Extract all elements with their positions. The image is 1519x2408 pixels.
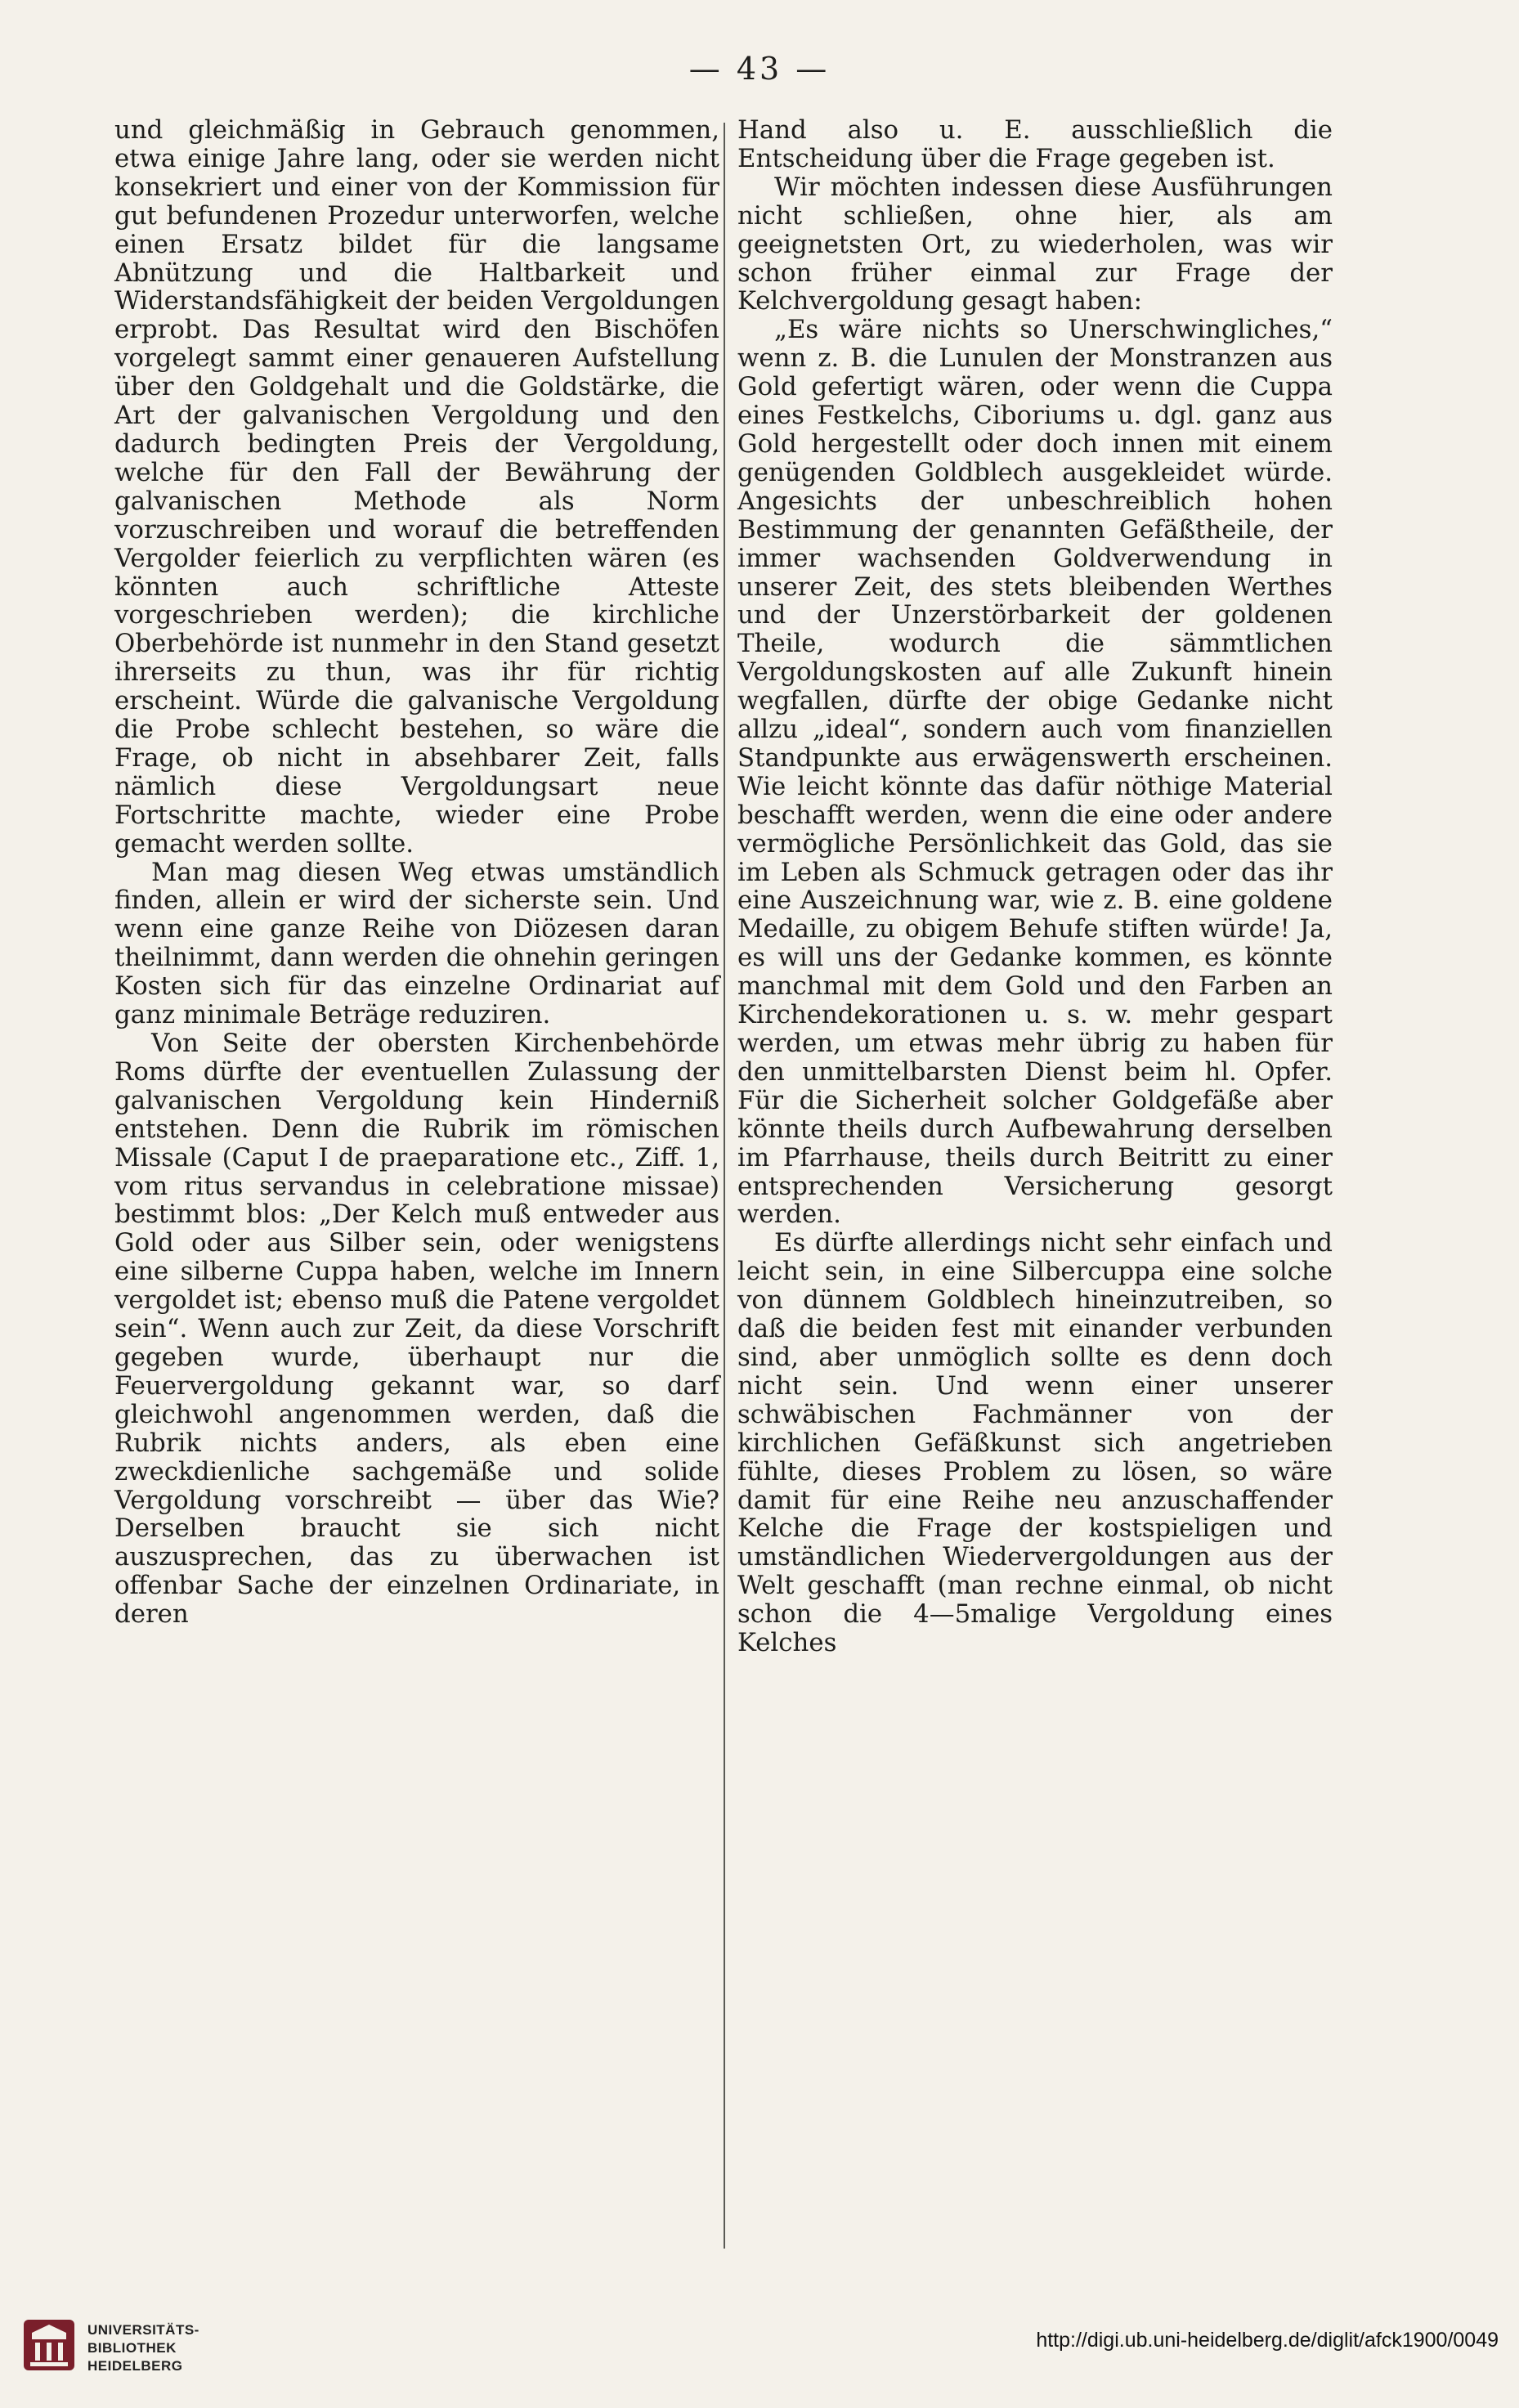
- left-column: [114, 116, 719, 1629]
- column-divider: [724, 123, 725, 2249]
- paragraph: Man mag diesen Weg etwas umständlich finden, allein er wird der sicherste sein. Und wenn eine ganze Reihe von Diözesen daran theilnimmt, dann werden die ohnehin geringen Kosten sich für das einzelne Ordinariat auf ganz minimale Beträge reduziren.: [114, 857, 719, 1030]
- paragraph: „Es wäre nichts so Unerschwingliches,“ wenn z. B. die Lunulen der Monstranzen aus Gold gefertigt wären, oder wenn die Cuppa eines Festkelchs, Ciboriums u. dgl. ganz aus Gold hergestellt oder doch innen mit einem genügenden Goldblech ausgekleidet würde. Angesichts der unbeschreiblich hohen Bestimmung der genannten Gefäßtheile, der immer wachsenden Goldverwendung in unserer Zeit, des stets bleibenden Werthes und der Unzerstörbarkeit der goldenen Theile, wodurch die sämmtlichen Vergoldungskosten auf alle Zukunft hinein wegfallen, dürfte der obige Gedanke nicht allzu „ideal“, sondern auch vom finanziellen Standpunkte aus erwägenswerth erscheinen. Wie leicht könnte das dafür nöthige Material beschafft werden, wenn die eine oder andere vermögliche Persönlichkeit das Gold, das sie im Leben als Schmuck getragen oder das ihr eine Auszeichnung war, wie z. B. eine goldene Medaille, zu obigem Behufe stiften würde! Ja, es will uns der Gedanke kommen, es könnte manchmal mit dem Gold und den Farben an Kirchendekorationen u. s. w. mehr gespart werden, um etwas mehr übrig zu haben für den unmittelbarsten Dienst beim hl. Opfer. Für die Sicherheit solcher Goldgefäße aber könnte theils durch Aufbewahrung derselben im Pfarrhause, theils durch Beitritt zu einer entsprechenden Versicherung gesorgt werden.: [737, 315, 1333, 1230]
- paragraph: und gleichmäßig in Gebrauch genommen, etwa einige Jahre lang, oder sie werden nicht konsekriert und einer von der Kommission für gut befundenen Prozedur unterworfen, welche einen Ersatz bildet für die langsame Abnützung und die Haltbarkeit und Widerstandsfähigkeit der beiden Vergoldungen erprobt. Das Resultat wird den Bischöfen vorgelegt sammt einer genaueren Aufstellung über den Goldgehalt und die Goldstärke, die Art der galvanischen Vergoldung und den dadurch bedingten Preis der Vergoldung, welche für den Fall der Bewährung der galvanischen Methode als Norm vorzuschreiben und worauf die betreffenden Vergolder feierlich zu verpflichten wären (es könnten auch schriftliche Atteste vorgeschrieben werden); die kirchliche Oberbehörde ist nunmehr in den Stand gesetzt ihrerseits zu thun, was ihr für richtig erscheint. Würde die galvanische Vergoldung die Probe schlecht bestehen, so wäre die Frage, ob nicht in absehbarer Zeit, falls nämlich diese Vergoldungsart neue Fortschritte machte, wieder eine Probe gemacht werden sollte.: [114, 115, 719, 859]
- library-seal-icon: [20, 2316, 78, 2374]
- paragraph: Von Seite der obersten Kirchenbehörde Roms dürfte der eventuellen Zulassung der galvanischen Vergoldung kein Hinderniß entstehen. Denn die Rubrik im römischen Missale (Caput I de praeparatione etc., Ziff. 1, vom ritus servandus in celebratione missae) bestimmt blos: „Der Kelch muß entweder aus Gold oder aus Silber sein, oder wenigstens eine silberne Cuppa haben, welche im Innern vergoldet ist; ebenso muß die Patene vergoldet sein“. Wenn auch zur Zeit, da diese Vorschrift gegeben wurde, überhaupt nur die Feuervergoldung gekannt war, so darf gleichwohl angenommen werden, daß die Rubrik nichts anders, als eben eine zweckdienliche sachgemäße und solide Vergoldung vorschreibt — über das Wie? Derselben braucht sie sich nicht auszusprechen, das zu überwachen ist offenbar Sache der einzelnen Ordinariate, in deren: [114, 1029, 719, 1630]
- paragraph: Es dürfte allerdings nicht sehr einfach und leicht sein, in eine Silbercuppa eine solche von dünnem Goldblech hineinzutreiben, so daß die beiden fest mit einander verbunden sind, aber unmöglich sollte es denn doch nicht sein. Und wenn einer unserer schwäbischen Fachmänner von der kirchlichen Gefäßkunst sich angetrieben fühlte, dieses Problem zu lösen, so wäre damit für eine Reihe neu anzuschaffender Kelche die Frage der kostspieligen und umständlichen Wiedervergoldungen aus der Welt geschafft (man rechne einmal, ob nicht schon die 4—5malige Vergoldung eines Kelches: [737, 1228, 1333, 1658]
- library-name: UNIVERSITÄTS- BIBLIOTHEK HEIDELBERG: [87, 2322, 199, 2374]
- page-number: — 43 —: [688, 51, 831, 87]
- library-logo[interactable]: [20, 2310, 266, 2383]
- paragraph: Wir möchten indessen diese Ausführungen nicht schließen, ohne hier, als am geeignetsten Ort, zu wiederholen, was wir schon früher einmal zur Frage der Kelchvergoldung gesagt haben:: [737, 172, 1333, 316]
- paragraph: Hand also u. E. ausschließlich die Entscheidung über die Frage gegeben ist.: [737, 115, 1333, 173]
- source-url-link[interactable]: http://digi.ub.uni-heidelberg.de/diglit/afck1900/0049: [1036, 2329, 1499, 2352]
- footer: [0, 2306, 1519, 2388]
- right-column: [737, 116, 1333, 1657]
